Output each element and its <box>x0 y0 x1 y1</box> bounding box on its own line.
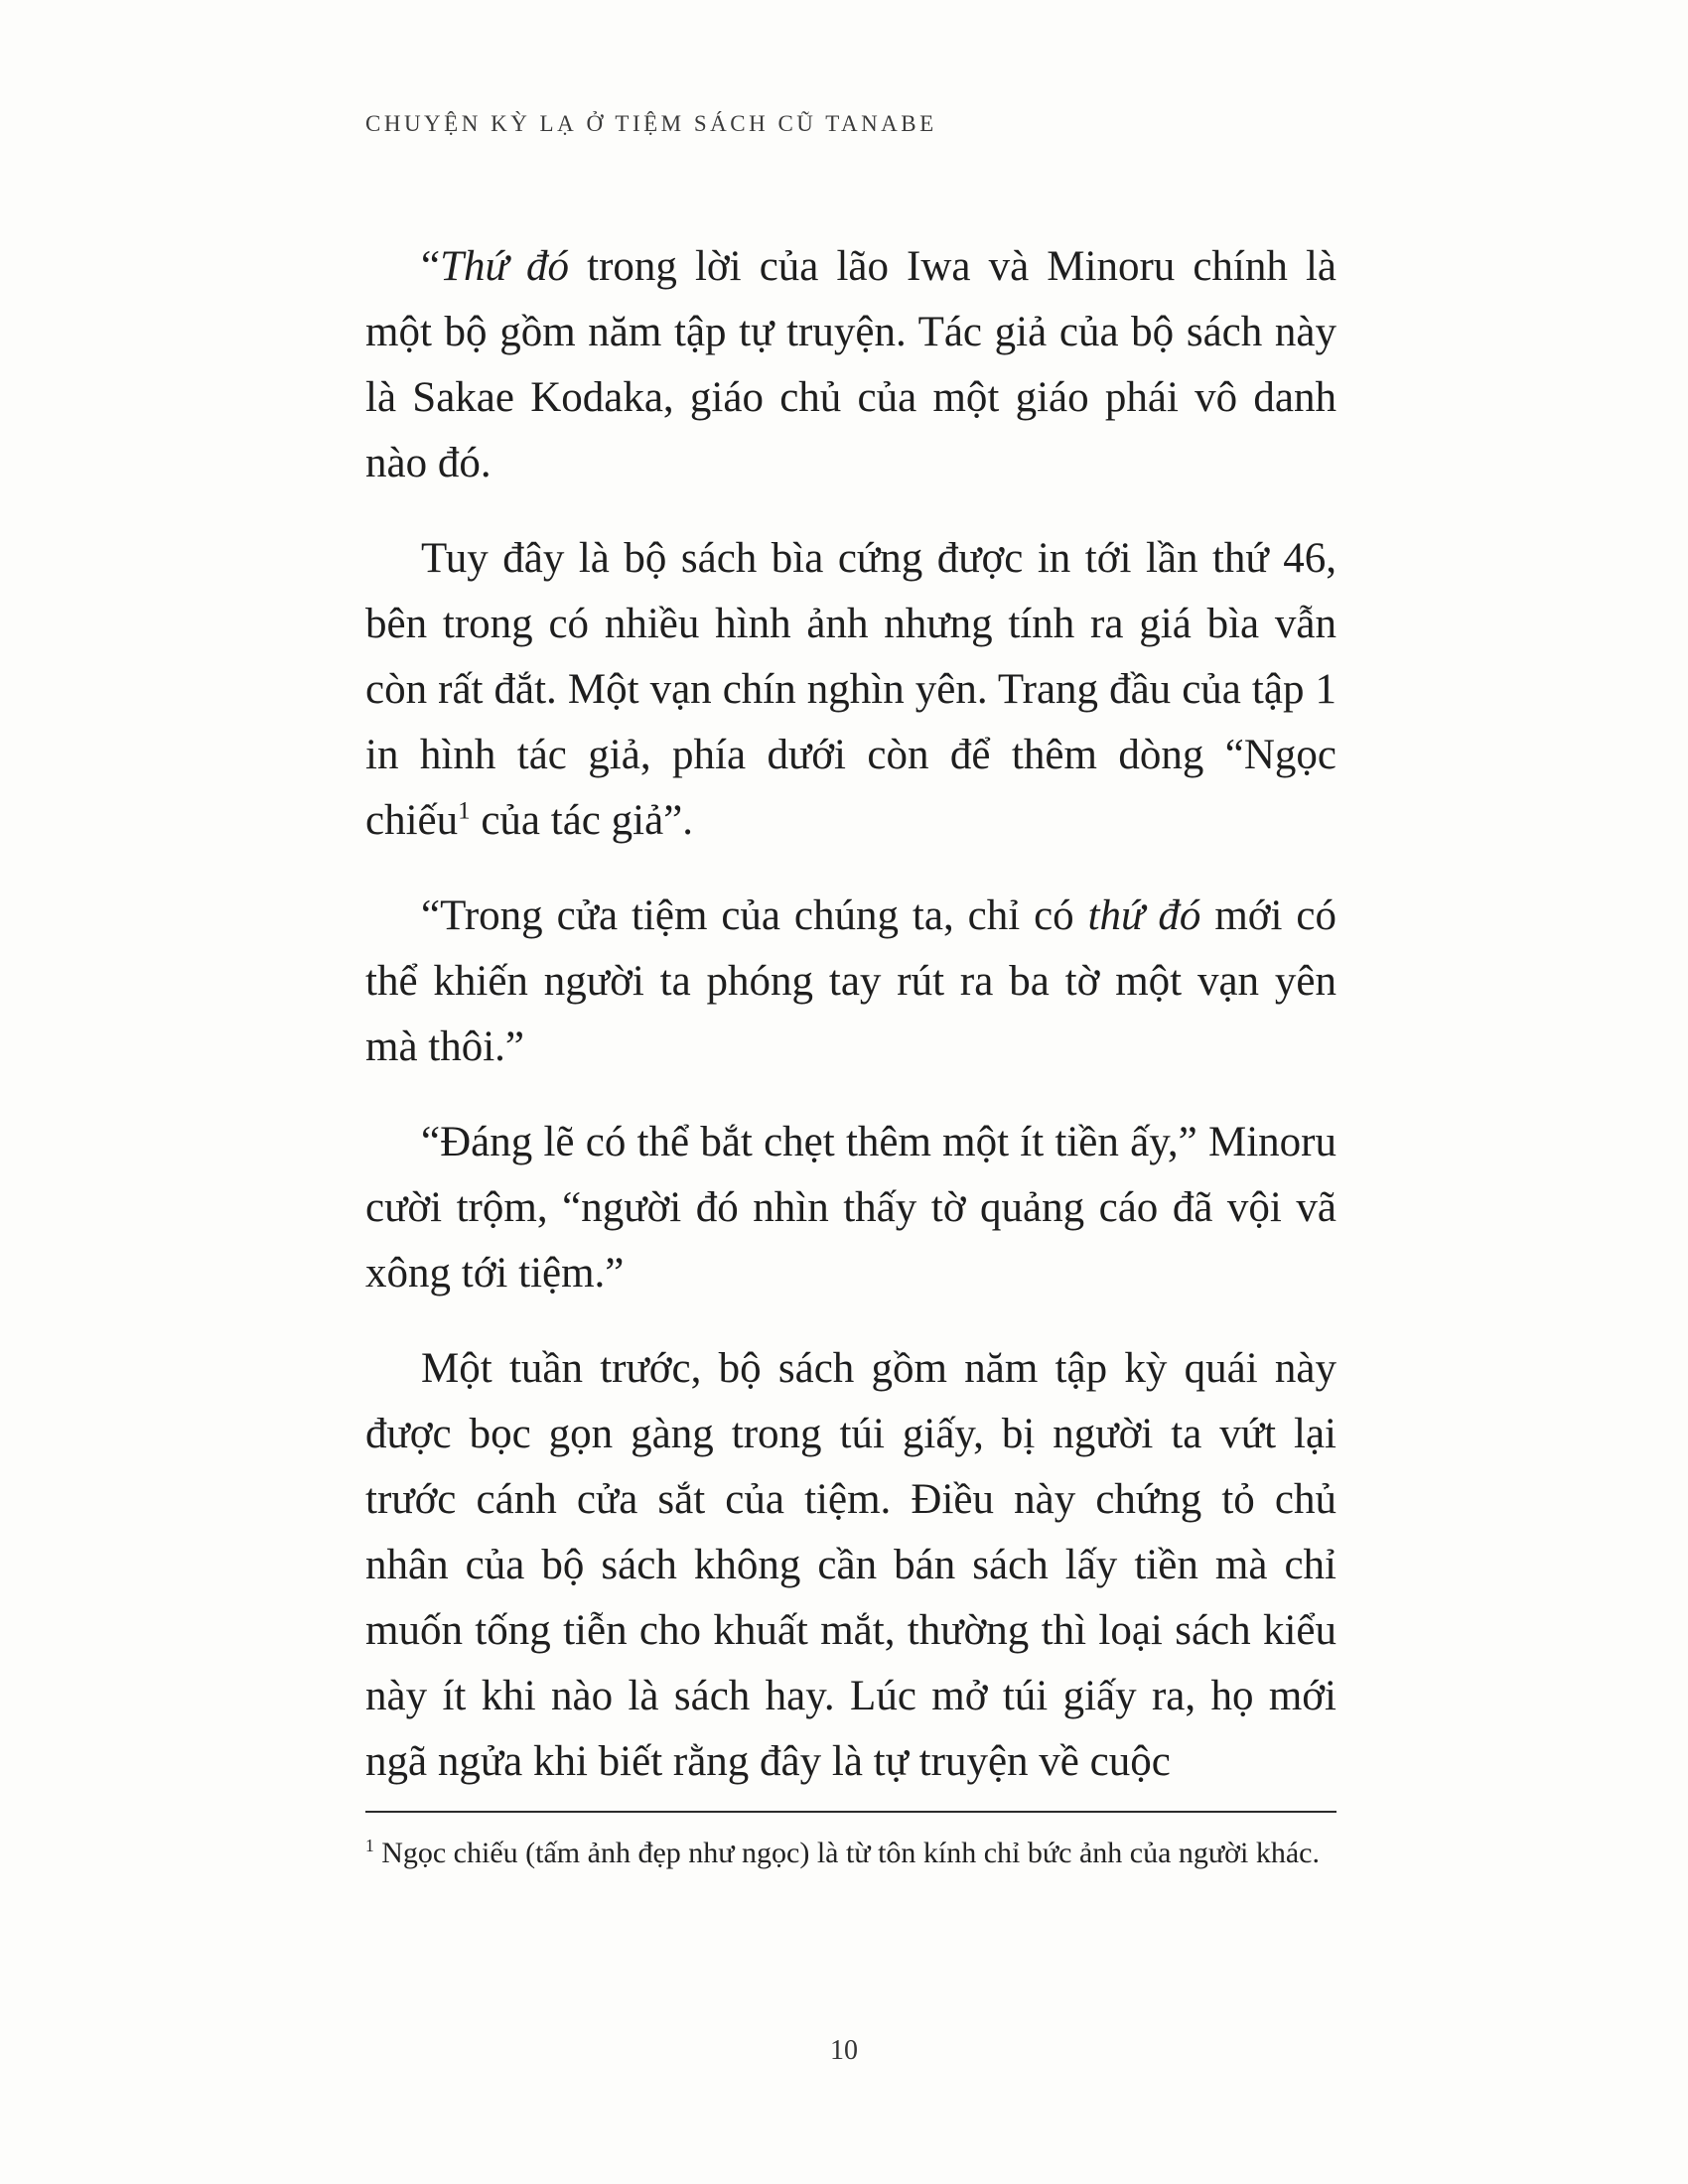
paragraph-4: “Đáng lẽ có thể bắt chẹt thêm một ít tiền ấy,” Minoru cười trộm, “người đó nhìn thấy tờ quảng cáo đã vội vã xông tới tiệm.” <box>365 1119 1336 1297</box>
paragraph-3 <box>365 884 1336 1080</box>
footnote-text: Ngọc chiếu (tấm ảnh đẹp như ngọc) là từ tôn kính chỉ bức ảnh của người khác. <box>373 1837 1320 1869</box>
page-number: 10 <box>830 2035 858 2066</box>
body-text <box>365 234 1336 1825</box>
paragraph-5: Một tuần trước, bộ sách gồm năm tập kỳ quái này được bọc gọn gàng trong túi giấy, bị người ta vứt lại trước cánh cửa sắt của tiệm. Điều này chứng tỏ chủ nhân của bộ sách không cần bán sách lấy tiền mà chỉ muốn tống tiễn cho khuất mắt, thường thì loại sách kiểu này ít khi nào là sách hay. Lúc mở túi giấy ra, họ mới ngã ngửa khi biết rằng đây là tự truyện về cuộc <box>365 1345 1336 1785</box>
paragraph-2-text-b: của tác giả”. <box>470 797 693 844</box>
paragraph-3-text-b: mới có thể khiến người ta phóng tay rút ra ba tờ một vạn yên mà thôi.” <box>365 892 1337 1070</box>
open-quote: “ <box>421 243 441 290</box>
italic-emphasis: thứ đó <box>1087 892 1201 939</box>
paragraph-1-text: trong lời của lão Iwa và Minoru chính là một bộ gồm năm tập tự truyện. Tác giả của bộ sách này là Sakae Kodaka, giáo chủ của một giáo phái vô danh nào đó. <box>365 243 1336 486</box>
running-header: CHUYỆN KỲ LẠ Ở TIỆM SÁCH CŨ TANABE <box>365 111 937 136</box>
paragraph-2-text-a: Tuy đây là bộ sách bìa cứng được in tới lần thứ 46, bên trong có nhiều hình ảnh nhưng tính ra giá bìa vẫn còn rất đắt. Một vạn chín nghìn yên. Trang đầu của tập 1 in hình tác giả, phía dưới còn để thêm dòng “Ngọc chiếu <box>365 535 1336 844</box>
paragraph-3-text-a: “Trong cửa tiệm của chúng ta, chỉ có <box>421 892 1088 939</box>
footnote-marker-inline: 1 <box>458 797 471 825</box>
paragraph-2 <box>365 526 1336 854</box>
footnote <box>365 1811 1336 1876</box>
italic-lead: Thứ đó <box>440 243 570 290</box>
footnote-marker: 1 <box>365 1836 374 1855</box>
paragraph-1 <box>365 234 1336 496</box>
